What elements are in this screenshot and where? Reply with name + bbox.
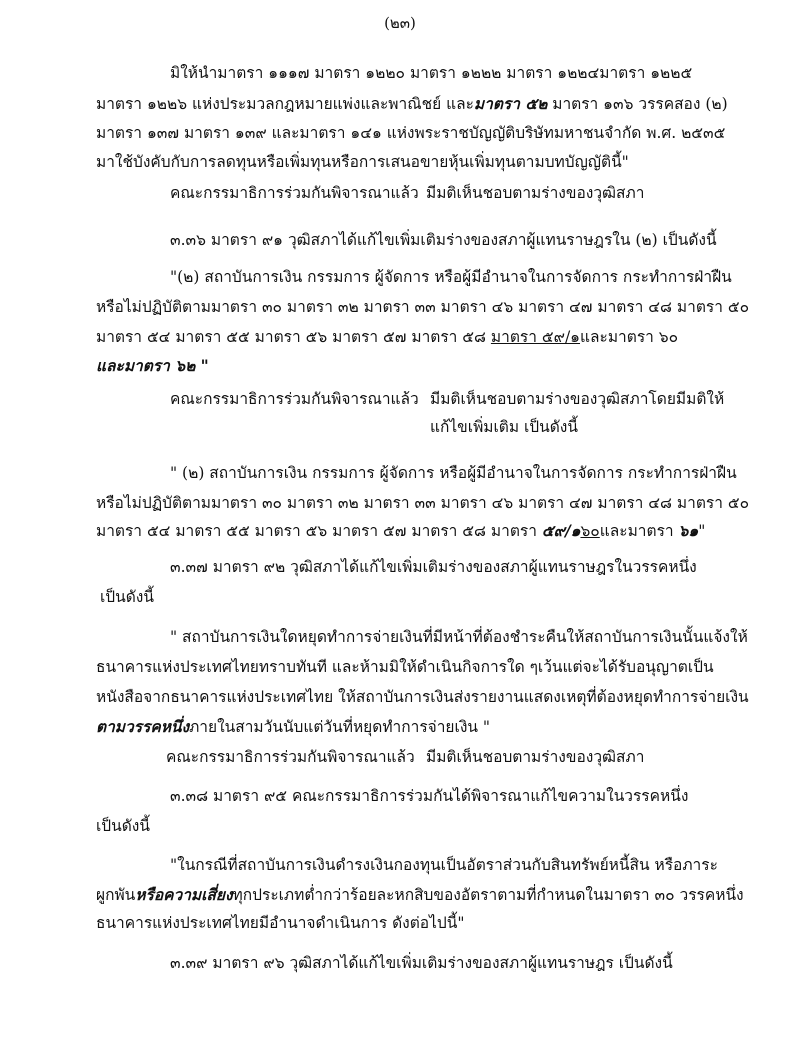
quote-line [96,887,744,904]
inserted-text: ๖๑ [678,521,699,540]
text-run: ผูกพัน [96,886,136,904]
paragraph-line: มาตรา ๑๓๗ มาตรา ๑๓๙ และมาตรา ๑๔๑ แห่งพระราชบัญญัติบริษัทมหาชนจำกัด พ.ศ. ๒๕๓๕ [96,124,726,142]
underlined-text: มาตรา ๕๙/๑ [490,328,581,346]
quote-line: ธนาคารแห่งประเทศไทยมีอำนาจดำเนินการ ดังต่อไปนี้" [96,914,465,932]
section-heading: ๓.๓๙ มาตรา ๙๖ วุฒิสภาได้แก้ไขเพิ่มเติมร่างของสภาผู้แทนราษฎร เป็นดังนี้ [170,954,673,972]
committee-label: คณะกรรมาธิการร่วมกันพิจารณาแล้ว [170,390,419,408]
committee-resolution: มีมติเห็นชอบตามร่างของวุฒิสภา [426,184,645,202]
text-run: มาตรา ๑๓๖ วรรคสอง (๒) [547,95,728,113]
text-run: และมาตรา [599,522,679,540]
text-run: มาตรา ๕๔ มาตรา ๕๕ มาตรา ๕๖ มาตรา ๕๗ มาตรา ๕๘ [96,328,491,346]
inserted-text: มาตรา ๕๒ [473,94,548,113]
page-number: (๒๓) [384,14,416,32]
quote-line: ธนาคารแห่งประเทศไทยทราบทันที และห้ามมิให้ดำเนินกิจการใด ๆเว้นแต่จะได้รับอนุญาตเป็น [96,658,714,676]
quote-line: " (๒) สถาบันการเงิน กรรมการ ผู้จัดการ หรือผู้มีอำนาจในการจัดการ กระทำการฝ่าฝืน [170,464,737,482]
quote-line: หรือไม่ปฏิบัติตามมาตรา ๓๐ มาตรา ๓๒ มาตรา ๓๓ มาตรา ๔๖ มาตรา ๔๗ มาตรา ๔๘ มาตรา ๕๐ [96,298,750,316]
underlined-text: ๖๐ [580,522,600,540]
paragraph-line [96,96,728,113]
quote-line: "ในกรณีที่สถาบันการเงินดำรงเงินกองทุนเป็นอัตราส่วนกับสินทรัพย์หนี้สิน หรือภาระ [170,856,718,874]
text-run: มาตรา ๕๔ มาตรา ๕๕ มาตรา ๕๖ มาตรา ๕๗ มาตรา ๕๘ มาตรา [96,522,542,540]
text-run: " [698,522,706,540]
committee-resolution: มีมติเห็นชอบตามร่างของวุฒิสภาโดยมีมติให้ [430,390,725,408]
committee-resolution: แก้ไขเพิ่มเติม เป็นดังนี้ [430,418,578,436]
section-heading: ๓.๓๖ มาตรา ๙๑ วุฒิสภาได้แก้ไขเพิ่มเติมร่างของสภาผู้แทนราษฎรใน (๒) เป็นดังนี้ [170,231,717,249]
inserted-text: หรือความเสี่ยง [135,885,233,904]
section-heading: เป็นดังนี้ [100,588,154,606]
text-run: และมาตรา ๖๐ [580,328,679,346]
committee-label: คณะกรรมาธิการร่วมกันพิจารณาแล้ว [170,184,419,202]
section-heading: ๓.๓๘ มาตรา ๙๕ คณะกรรมาธิการร่วมกันได้พิจารณาแก้ไขความในวรรคหนึ่ง [170,787,689,805]
text-run: ทุกประเภทต่ำกว่าร้อยละหกสิบของอัตราตามที่กำหนดในมาตรา ๓๐ วรรคหนึ่ง [232,886,744,904]
quote-line: หนังสือจากธนาคารแห่งประเทศไทย ให้สถาบันการเงินส่งรายงานแสดงเหตุที่ต้องหยุดทำการจ่ายเงิน [96,688,749,706]
paragraph-line: มิให้นำมาตรา ๑๑๑๗ มาตรา ๑๒๒๐ มาตรา ๑๒๒๒ มาตรา ๑๒๒๔มาตรา ๑๒๒๕ [170,64,693,82]
quote-line: หรือไม่ปฏิบัติตามมาตรา ๓๐ มาตรา ๓๒ มาตรา ๓๓ มาตรา ๔๖ มาตรา ๔๗ มาตรา ๔๘ มาตรา ๕๐ [96,494,750,512]
quote-line: "(๒) สถาบันการเงิน กรรมการ ผู้จัดการ หรือผู้มีอำนาจในการจัดการ กระทำการฝ่าฝืน [170,268,732,286]
inserted-text: ๕๙/๑ [541,521,581,540]
inserted-text: ตามวรรคหนึ่ง [96,717,190,736]
quote-line: " สถาบันการเงินใดหยุดทำการจ่ายเงินที่มีหน้าที่ต้องชำระคืนให้สถาบันการเงินนั้นแจ้งให้ [170,628,748,646]
quote-line [96,523,705,540]
quote-line [96,330,678,346]
text-run: มาตรา ๑๒๒๖ แห่งประมวลกฎหมายแพ่งและพาณิชย์ และ [96,95,474,113]
committee-resolution: มีมติเห็นชอบตามร่างของวุฒิสภา [426,748,645,766]
text-run: ภายในสามวันนับแต่วันที่หยุดทำการจ่ายเงิน " [189,718,491,736]
inserted-text: และมาตรา ๖๒ " [96,356,209,375]
paragraph-line: มาใช้บังคับกับการลดทุนหรือเพิ่มทุนหรือการเสนอขายหุ้นเพิ่มทุนตามบทบัญญัตินี้" [96,153,629,171]
committee-label: คณะกรรมาธิการร่วมกันพิจารณาแล้ว [166,748,415,766]
section-heading: เป็นดังนี้ [96,817,150,835]
quote-line [96,719,490,736]
section-heading: ๓.๓๗ มาตรา ๙๒ วุฒิสภาได้แก้ไขเพิ่มเติมร่างของสภาผู้แทนราษฎรในวรรคหนึ่ง [170,558,697,576]
